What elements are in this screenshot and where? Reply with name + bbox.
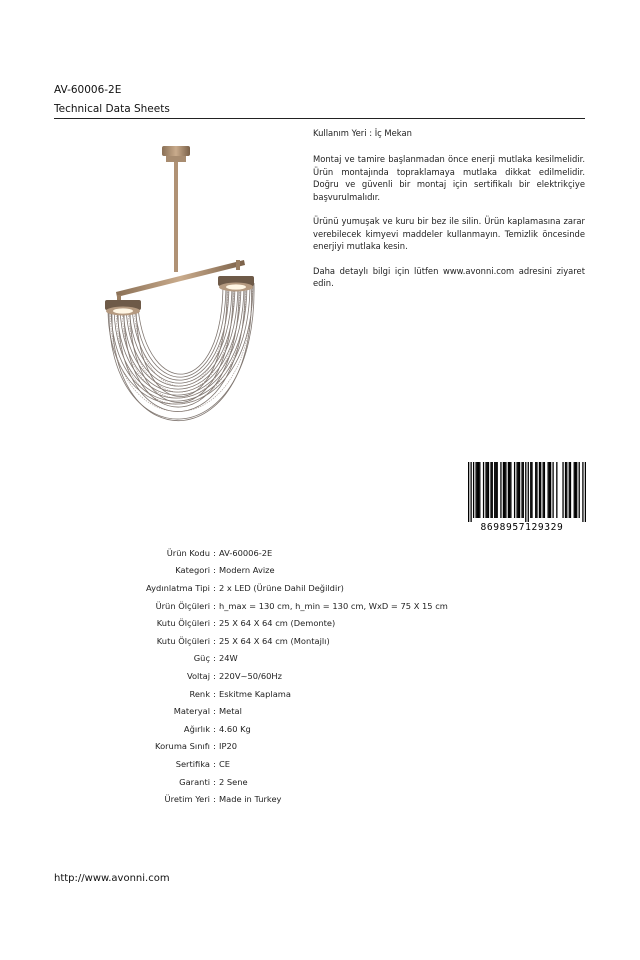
usage-text: Kullanım Yeri : İç Mekan <box>313 128 412 138</box>
barcode-bar <box>519 462 520 518</box>
spec-separator: : <box>213 618 216 629</box>
barcode-bar <box>535 462 536 518</box>
barcode-bar <box>543 462 544 518</box>
barcode <box>458 460 586 532</box>
website-info-text: Daha detaylı bilgi için lütfen www.avonni.com adresini ziyaret edin. <box>313 265 585 289</box>
barcode-bar <box>579 462 580 518</box>
spec-separator: : <box>213 670 216 681</box>
spec-value: Eskitme Kaplama <box>219 688 291 699</box>
barcode-bar <box>509 462 510 518</box>
spec-value: IP20 <box>219 741 238 752</box>
barcode-bars <box>468 462 586 522</box>
spec-value: 25 X 64 X 64 cm (Montajlı) <box>219 635 330 646</box>
barcode-bar <box>497 462 498 518</box>
barcode-bar <box>487 462 488 518</box>
spec-label: Kutu Ölçüleri <box>156 618 210 629</box>
spec-row <box>60 702 580 720</box>
spec-row <box>60 562 580 580</box>
spec-separator: : <box>213 688 216 699</box>
spec-separator: : <box>213 776 216 787</box>
spec-value: 4.60 Kg <box>219 723 251 734</box>
barcode-bar <box>521 462 522 518</box>
spec-label: Koruma Sınıfı <box>155 741 210 752</box>
barcode-bar <box>536 462 537 518</box>
spec-separator: : <box>213 706 216 717</box>
spec-label: Aydınlatma Tipi <box>146 582 210 593</box>
barcode-bar <box>475 462 476 518</box>
spec-value: 24W <box>219 653 238 664</box>
barcode-bar <box>530 462 531 518</box>
spec-separator: : <box>213 565 216 576</box>
barcode-bar <box>477 462 478 518</box>
website-url: http://www.avonni.com <box>54 873 170 884</box>
spec-value: 2 x LED (Ürüne Dahil Değildir) <box>219 582 344 593</box>
barcode-bar <box>556 462 557 518</box>
spec-row <box>60 650 580 668</box>
installation-warning-text: Montaj ve tamire başlanmadan önce enerji mutlaka kesilmelidir. Ürün montajında topraklamaya mutlaka dikkat edilmelidir. Doğru ve güvenli bir montaj için sertifikalı bir elektrikçiye başvurulmalıdır. <box>313 154 585 202</box>
spec-label: Kategori <box>175 565 210 576</box>
spec-separator: : <box>213 741 216 752</box>
spec-label: Ürün Kodu <box>166 547 210 558</box>
barcode-bar <box>539 462 540 518</box>
barcode-bar <box>483 462 484 518</box>
barcode-bar <box>575 462 576 518</box>
barcode-bar <box>473 462 474 518</box>
spec-separator: : <box>213 635 216 646</box>
spec-value: 220V~50/60Hz <box>219 670 282 681</box>
spec-label: Kutu Ölçüleri <box>156 635 210 646</box>
barcode-bar <box>565 462 566 518</box>
barcode-bar <box>514 462 515 518</box>
barcode-bar <box>531 462 532 518</box>
barcode-bar <box>528 462 529 522</box>
barcode-bar <box>500 462 501 518</box>
barcode-bar <box>490 462 491 518</box>
spec-row <box>60 790 580 808</box>
spec-table <box>60 544 580 808</box>
header-divider <box>54 118 585 119</box>
spec-value: Modern Avize <box>219 565 275 576</box>
spec-row <box>60 579 580 597</box>
barcode-bar <box>508 462 509 518</box>
spec-row <box>60 632 580 650</box>
spec-label: Sertifika <box>175 758 210 769</box>
spec-separator: : <box>213 653 216 664</box>
barcode-bar <box>566 462 567 518</box>
spec-separator: : <box>213 582 216 593</box>
spec-row <box>60 544 580 562</box>
spec-value: AV-60006-2E <box>219 547 273 558</box>
barcode-bar <box>505 462 506 518</box>
barcode-bar <box>576 462 577 518</box>
barcode-bar <box>510 462 511 518</box>
document-subtitle: Technical Data Sheets <box>54 103 170 115</box>
spec-value: h_max = 130 cm, h_min = 130 cm, WxD = 75 X 15 cm <box>219 600 448 611</box>
spec-row <box>60 667 580 685</box>
barcode-bar <box>504 462 505 518</box>
spec-label: Materyal <box>173 706 210 717</box>
barcode-bar <box>574 462 575 518</box>
spec-separator: : <box>213 794 216 805</box>
spec-label: Voltaj <box>186 670 210 681</box>
spec-row <box>60 755 580 773</box>
spec-label: Renk <box>189 688 210 699</box>
spec-separator: : <box>213 600 216 611</box>
spec-separator: : <box>213 723 216 734</box>
barcode-bar <box>540 462 541 518</box>
info-block <box>313 127 585 302</box>
barcode-bar <box>582 462 583 522</box>
product-image-chandelier <box>98 140 268 485</box>
barcode-bar <box>552 462 553 518</box>
spec-row <box>60 685 580 703</box>
spec-value: Made in Turkey <box>219 794 282 805</box>
spec-label: Ürün Ölçüleri <box>155 600 210 611</box>
spec-value: 2 Sene <box>219 776 248 787</box>
barcode-bar <box>585 462 586 522</box>
cleaning-instructions-text: Ürünü yumuşak ve kuru bir bez ile silin. Ürün kaplamasına zarar verebilecek kimyevi maddeler kullanmayın. Temizlik öncesinde enerjiyi mutlaka kesin. <box>313 216 585 252</box>
barcode-bar <box>523 462 524 518</box>
barcode-bar <box>468 462 469 522</box>
barcode-number: 8698957129329 <box>480 522 564 532</box>
barcode-bar <box>516 462 517 518</box>
barcode-bar <box>503 462 504 518</box>
barcode-bar <box>569 462 570 518</box>
spec-value: CE <box>219 758 231 769</box>
spec-label: Ağırlık <box>183 723 210 734</box>
barcode-bar <box>547 462 548 518</box>
spec-label: Güç <box>193 653 210 664</box>
barcode-bar <box>494 462 495 518</box>
barcode-bar <box>485 462 486 518</box>
spec-label: Üretim Yeri <box>164 794 210 805</box>
barcode-bar <box>479 462 480 518</box>
spec-row <box>60 720 580 738</box>
spec-row <box>60 773 580 791</box>
barcode-bar <box>544 462 545 518</box>
spec-value: Metal <box>219 706 242 717</box>
barcode-bar <box>488 462 489 518</box>
spec-value: 25 X 64 X 64 cm (Demonte) <box>219 618 336 629</box>
spec-separator: : <box>213 547 216 558</box>
barcode-bar <box>492 462 493 518</box>
barcode-bar <box>518 462 519 518</box>
barcode-bar <box>495 462 496 518</box>
spec-row <box>60 738 580 756</box>
barcode-bar <box>470 462 471 522</box>
spec-row <box>60 597 580 615</box>
product-code-title: AV-60006-2E <box>54 84 122 96</box>
spec-separator: : <box>213 758 216 769</box>
barcode-bar <box>570 462 571 518</box>
barcode-bar <box>562 462 563 518</box>
barcode-bar <box>478 462 479 518</box>
spec-row <box>60 614 580 632</box>
spec-label: Garanti <box>179 776 210 787</box>
barcode-bar <box>550 462 551 518</box>
barcode-bar <box>525 462 526 522</box>
barcode-bar <box>549 462 550 518</box>
